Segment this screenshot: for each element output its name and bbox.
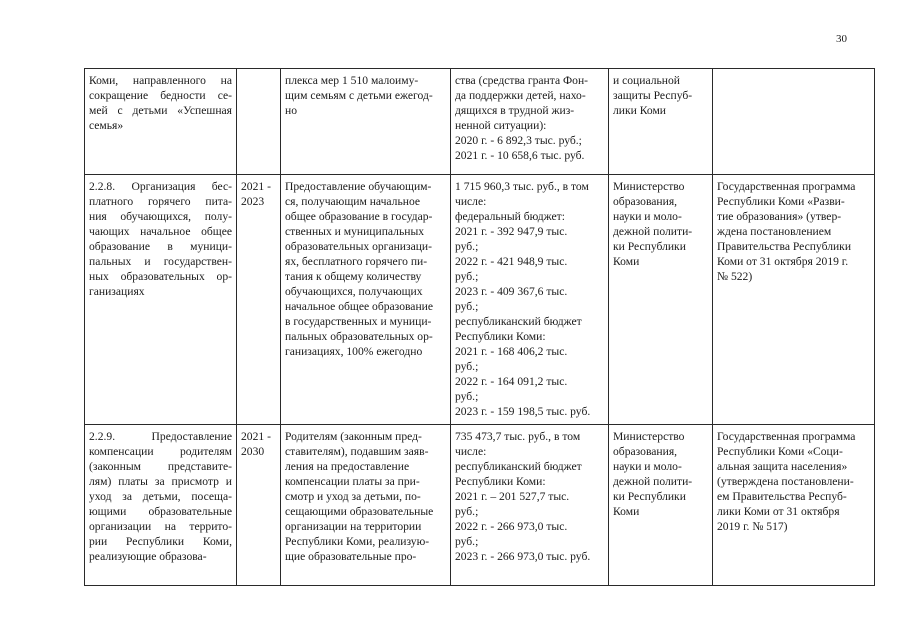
- cell-text-line: ганизациях, 100% ежегодно: [285, 345, 423, 358]
- cell-text-line: начальное общее образование: [285, 300, 434, 313]
- cell-text-line: образовательных организаци-: [285, 240, 432, 253]
- cell-text-line: 2023 г. - 266 973,0 тыс. руб.: [455, 550, 591, 563]
- period-cell: [237, 425, 281, 586]
- cell-text-line: руб.;: [455, 270, 479, 283]
- cell-text-line: Государственная программа: [717, 430, 856, 443]
- measure-name-cell: [85, 425, 237, 586]
- cell-text-line: ки Республики: [613, 490, 686, 503]
- cell-text-line: уход за детьми, посеща-: [89, 490, 232, 503]
- cell-text-line: 2021 г. – 201 527,7 тыс.: [455, 490, 570, 503]
- funding-cell: [451, 69, 609, 175]
- cell-text-line: (законным представите-: [89, 460, 232, 473]
- cell-text-line: и социальной: [613, 74, 680, 87]
- cell-text-line: образование в муници-: [89, 240, 232, 253]
- cell-text-line: плекса мер 1 510 малоиму-: [285, 74, 419, 87]
- table-row: [85, 69, 875, 175]
- cell-text-line: Республики Коми, реализую-: [285, 535, 430, 548]
- cell-text-line: в государственных и муници-: [285, 315, 432, 328]
- cell-text-line: лям) платы за присмотр и: [89, 475, 232, 488]
- page-number: 30: [836, 33, 847, 45]
- cell-text-line: 2021 г. - 10 658,6 тыс. руб.: [455, 149, 585, 162]
- responsible-cell: [609, 175, 713, 425]
- table-row: [85, 175, 875, 425]
- cell-text-line: руб.;: [455, 240, 479, 253]
- cell-text-line: (утверждена постановлени-: [717, 475, 854, 488]
- cell-text-line: 2023 г. - 409 367,6 тыс.: [455, 285, 568, 298]
- measure-name-cell: [85, 69, 237, 175]
- cell-text-line: 2021 -: [241, 430, 271, 443]
- funding-cell: [451, 175, 609, 425]
- cell-text-line: Министерство: [613, 430, 685, 443]
- cell-text-line: альная защита населения»: [717, 460, 848, 473]
- cell-text-line: ях, бесплатного горячего пи-: [285, 255, 428, 268]
- cell-text-line: 2022 г. - 266 973,0 тыс.: [455, 520, 568, 533]
- cell-text-line: Коми, направленного на: [89, 74, 232, 87]
- cell-text-line: рии Республики Коми,: [89, 535, 232, 548]
- cell-text-line: платного горячего пита-: [89, 195, 232, 208]
- cell-text-line: пальных и государствен-: [89, 255, 232, 268]
- cell-text-line: 2030: [241, 445, 265, 458]
- cell-text-line: обучающихся, получающих: [285, 285, 423, 298]
- cell-text-line: руб.;: [455, 390, 479, 403]
- cell-text-line: Республики Коми:: [455, 475, 546, 488]
- cell-text-line: Родителям (законным пред-: [285, 430, 422, 443]
- cell-text-line: пальных образовательных ор-: [285, 330, 433, 343]
- cell-text-line: дежной полити-: [613, 225, 693, 238]
- table-row: [85, 425, 875, 586]
- program-cell: [713, 175, 875, 425]
- cell-text-line: смотр и уход за детьми, по-: [285, 490, 421, 503]
- cell-text-line: республиканский бюджет: [455, 460, 582, 473]
- indicator-cell: [281, 425, 451, 586]
- cell-text-line: чающих начальное общее: [89, 225, 232, 238]
- cell-text-line: науки и моло-: [613, 210, 682, 223]
- cell-text-line: образования,: [613, 195, 678, 208]
- cell-text-line: 2020 г. - 6 892,3 тыс. руб.;: [455, 134, 582, 147]
- funding-cell: [451, 425, 609, 586]
- cell-text-line: Коми: [613, 505, 640, 518]
- program-cell: [713, 425, 875, 586]
- cell-text-line: 2019 г. № 517): [717, 520, 788, 533]
- cell-text-line: организации на террито-: [89, 520, 232, 533]
- cell-text-line: 735 473,7 тыс. руб., в том: [455, 430, 581, 443]
- cell-text-line: ставителям), подавшим заяв-: [285, 445, 429, 458]
- cell-text-line: ния обучающихся, полу-: [89, 210, 232, 223]
- cell-text-line: ющими образовательные: [89, 505, 232, 518]
- cell-text-line: 2.2.9. Предоставление: [89, 430, 232, 443]
- cell-text-line: 2.2.8. Организация бес-: [89, 180, 232, 193]
- cell-text-line: щим семьям с детьми ежегод-: [285, 89, 433, 102]
- responsible-cell: [609, 69, 713, 175]
- cell-text-line: ненной ситуации):: [455, 119, 547, 132]
- cell-text-line: 2021 г. - 168 406,2 тыс.: [455, 345, 568, 358]
- cell-text-line: ных образовательных ор-: [89, 270, 232, 283]
- cell-text-line: семья»: [89, 119, 124, 132]
- cell-text-line: 2022 г. - 164 091,2 тыс.: [455, 375, 568, 388]
- cell-text-line: 2023 г. - 159 198,5 тыс. руб.: [455, 405, 591, 418]
- cell-text-line: лики Коми: [613, 104, 666, 117]
- cell-text-line: ем Правительства Респуб-: [717, 490, 847, 503]
- cell-text-line: но: [285, 104, 298, 117]
- cell-text-line: Правительства Республики: [717, 240, 852, 253]
- cell-text-line: Коми: [613, 255, 640, 268]
- cell-text-line: 2023: [241, 195, 265, 208]
- cell-text-line: ственных и муниципальных: [285, 225, 425, 238]
- program-cell: [713, 69, 875, 175]
- cell-text-line: 2022 г. - 421 948,9 тыс.: [455, 255, 568, 268]
- responsible-cell: [609, 425, 713, 586]
- cell-text-line: компенсации платы за при-: [285, 475, 420, 488]
- cell-text-line: щие образовательные про-: [285, 550, 417, 563]
- period-cell: [237, 69, 281, 175]
- cell-text-line: дежной полити-: [613, 475, 693, 488]
- cell-text-line: защиты Респуб-: [613, 89, 693, 102]
- cell-text-line: компенсации родителям: [89, 445, 232, 458]
- cell-text-line: Коми от 31 октября 2019 г.: [717, 255, 849, 268]
- cell-text-line: тания к общему количеству: [285, 270, 422, 283]
- cell-text-line: Республики Коми «Соци-: [717, 445, 843, 458]
- cell-text-line: лики Коми от 31 октября: [717, 505, 840, 518]
- cell-text-line: 1 715 960,3 тыс. руб., в том: [455, 180, 589, 193]
- cell-text-line: 2021 -: [241, 180, 271, 193]
- cell-text-line: реализующие образова-: [89, 550, 207, 563]
- cell-text-line: мей с детьми «Успешная: [89, 104, 232, 117]
- cell-text-line: ждена постановлением: [717, 225, 832, 238]
- cell-text-line: ления на предоставление: [285, 460, 410, 473]
- indicator-cell: [281, 175, 451, 425]
- cell-text-line: общее образование в государ-: [285, 210, 433, 223]
- cell-text-line: Предоставление обучающим-: [285, 180, 432, 193]
- cell-text-line: да поддержки детей, нахо-: [455, 89, 586, 102]
- cell-text-line: тие образования» (утвер-: [717, 210, 842, 223]
- cell-text-line: ки Республики: [613, 240, 686, 253]
- cell-text-line: науки и моло-: [613, 460, 682, 473]
- cell-text-line: ства (средства гранта Фон-: [455, 74, 589, 87]
- measure-name-cell: [85, 175, 237, 425]
- cell-text-line: руб.;: [455, 505, 479, 518]
- cell-text-line: Республики Коми:: [455, 330, 546, 343]
- cell-text-line: № 522): [717, 270, 753, 283]
- cell-text-line: ганизациях: [89, 285, 145, 298]
- cell-text-line: Государственная программа: [717, 180, 856, 193]
- cell-text-line: образования,: [613, 445, 678, 458]
- cell-text-line: руб.;: [455, 360, 479, 373]
- cell-text-line: числе:: [455, 195, 487, 208]
- cell-text-line: Министерство: [613, 180, 685, 193]
- cell-text-line: руб.;: [455, 535, 479, 548]
- cell-text-line: ся, получающим начальное: [285, 195, 421, 208]
- cell-text-line: сещающими образовательные: [285, 505, 434, 518]
- cell-text-line: республиканский бюджет: [455, 315, 582, 328]
- cell-text-line: числе:: [455, 445, 487, 458]
- cell-text-line: сокращение бедности се-: [89, 89, 232, 102]
- cell-text-line: дящихся в трудной жиз-: [455, 104, 575, 117]
- period-cell: [237, 175, 281, 425]
- cell-text-line: федеральный бюджет:: [455, 210, 565, 223]
- measures-table: [84, 68, 875, 586]
- cell-text-line: 2021 г. - 392 947,9 тыс.: [455, 225, 568, 238]
- cell-text-line: руб.;: [455, 300, 479, 313]
- cell-text-line: организации на территории: [285, 520, 422, 533]
- indicator-cell: [281, 69, 451, 175]
- cell-text-line: Республики Коми «Разви-: [717, 195, 845, 208]
